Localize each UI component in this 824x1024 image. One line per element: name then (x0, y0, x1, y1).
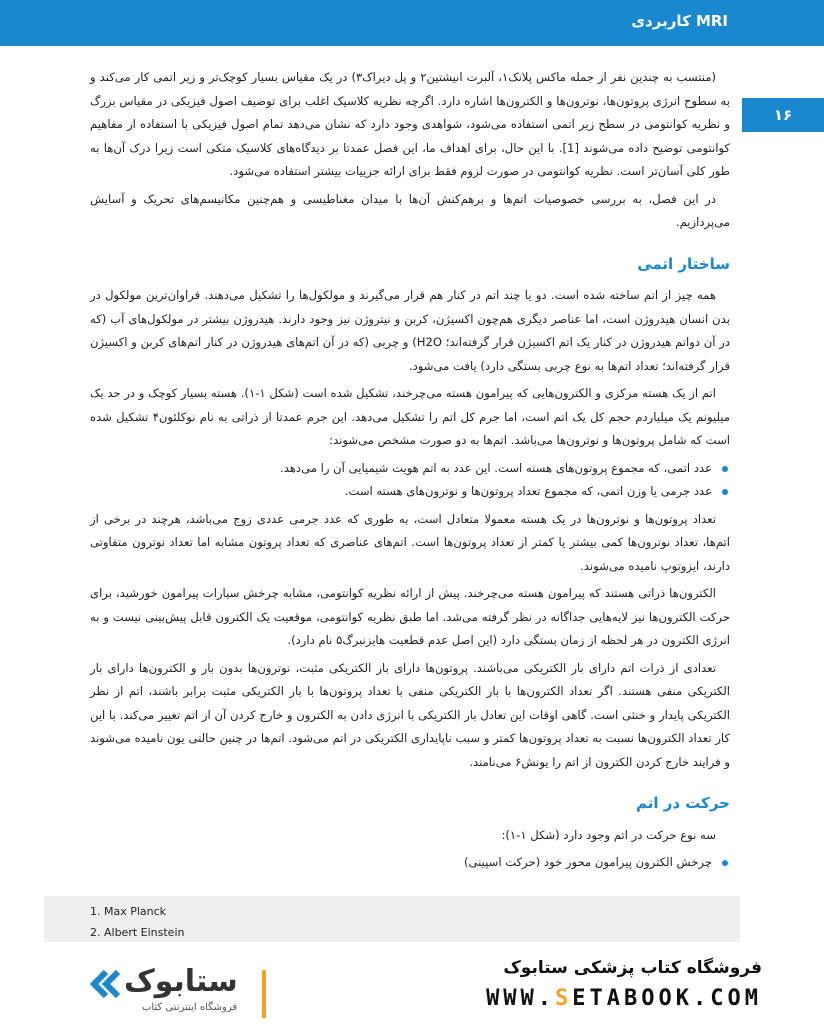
list-item (90, 851, 730, 875)
bullet-icon (722, 860, 728, 866)
footnote: 2. Albert Einstein (90, 926, 185, 939)
logo-divider (262, 970, 266, 1018)
paragraph: تعدادی از ذرات اتم دارای بار الکتریکی می‌باشند. پروتون‌ها دارای بار الکتریکی مثبت، نوترون‌ها بدون بار و الکترون‌ها دارای بار الکتریکی منفی هستند. اگر تعداد الکترون‌ها با بار الکتریکی منفی با تعداد پروتون‌ها با بار الکتریکی مثبت برابر باشند، اتم از نظر الکتریکی پایدار و خنثی است. گاهی اوقات این تعادل بار الکتریکی با انرژی دادن به الکترون و خارج کردن آن از اتم تغییر می‌کند. با این کار تعداد الکترون‌ها نسبت به تعداد پروتون‌ها کمتر و سبب ناپایداری الکتریکی در اتم می‌شود. اتم‌ها در چنین حالتی یون نامیده می‌شوند و فرایند خارج کردن الکترون از اتم را یونش۶ می‌نامند. (90, 660, 730, 769)
section-heading-motion-in-atom: حرکت در اتم (635, 794, 730, 812)
paragraph: اتم از یک هسته مرکزی و الکترون‌هایی که پیرامون هسته می‌چرخند، تشکیل شده است (شکل ۱-۱). هسته بسیار کوچک و در حد یک میلیونم یک میلیاردم حجم کل یک اتم است، اما جرم کل اتم را تشکیل می‌دهد. این جرم عمدتا از ذراتی به نام نوکلئون۴ تشکیل شده است که شامل پروتون‌ها و نوترون‌ها می‌باشد. اتم‌ها به دو صورت مشخص می‌شوند: (90, 386, 730, 447)
running-title: MRI کاربردی (631, 12, 728, 30)
body-text (90, 66, 730, 879)
paragraph: تعداد پروتون‌ها و نوترون‌ها در یک هسته معمولا متعادل است، به طوری که عدد جرمی عددی زوج می‌باشد، هرچند در برخی از اتم‌ها، تعداد نوترون‌ها کمی بیشتر یا کمتر از تعداد پروتون‌ها است. اتم‌های عناصری که تعداد پروتون مشابه اما تعداد نوترون متفاوتی دارند، ایزوتوپ نامیده می‌شوند. (90, 511, 730, 573)
paragraph: سه نوع حرکت در اتم وجود دارد (شکل ۱-۱): (501, 827, 716, 842)
url-accent: S (555, 986, 573, 1011)
list-item (90, 457, 730, 481)
list-item-text: عدد اتمی، که مجموع پروتون‌های هسته است. این عدد به اتم هویت شیمیایی آن را می‌دهد. (280, 460, 712, 475)
logo-subtitle: فروشگاه اینترنتی کتاب (142, 1002, 238, 1013)
store-url[interactable] (486, 986, 762, 1011)
list-item-text: چرخش الکترون پیرامون محور خود (حرکت اسپینی) (463, 855, 712, 869)
logo-word: ستابوک (124, 964, 238, 999)
page-number: ۱۶ (742, 98, 824, 132)
list-item (90, 480, 730, 504)
paragraph: الکترون‌ها ذراتی هستند که پیرامون هسته می‌چرخند. پیش از ارائه نظریه کوانتومی، مشابه چرخش سیارات پیرامون خورشید، برای حرکت الکترون‌ها نیز لایه‌هایی جداگانه در نظر گرفته می‌شد. اما طبق نظریه کوانتومی، موقعیت یک الکترون قابل پیش‌بینی نیست و به انرژی الکترون در هر لحظه از زمان بستگی دارد (این اصل عدم قطعیت هایزنبرگ۵ نام دارد). (90, 586, 730, 647)
footnotes (44, 896, 740, 942)
paragraph: در این فصل، به بررسی خصوصیات اتم‌ها و برهم‌کنش آن‌ها با میدان مغناطیسی و هم‌چنین مکانیسم‌های تحریک و آسایش می‌پردازیم. (90, 191, 730, 229)
bullet-list (90, 457, 730, 504)
chevron-left-icon (84, 964, 124, 1004)
section-heading-atomic-structure: ساختار اتمی (637, 254, 730, 273)
bullet-list (90, 851, 730, 875)
page-header (0, 0, 824, 46)
paragraph: همه چیز از اتم ساخته شده است. دو یا چند اتم در کنار هم قرار می‌گیرند و مولکول‌ها را تشکیل می‌دهند. فراوان‌ترین مولکول در بدن انسان هیدروژن است، اما عناصر دیگری هم‌چون اکسیژن، کربن و نیتروژن نیز وجود دارند. هیدروژن بیشتر در مولکول‌های آب (که در آن دواتم هیدروژن در کنار یک اتم اکسیژن قرار گرفته‌اند؛ H2O) و چربی (که در آن اتم‌های هیدروژن در کنار اتم‌های کربن و اکسیژن قرار گرفته‌اند؛ تعداد اتم‌ها به نوع چربی بستگی دارد) یافت می‌شود. (90, 288, 730, 373)
url-part: WWW. (486, 986, 556, 1011)
footnote: 1. Max Planck (90, 905, 167, 918)
paragraph: (منتسب به چندین نفر از جمله ماکس پلانک۱، آلبرت انیشتین۲ و پل دیراک۳) در یک مقیاس بسیار کوچک‌تر و زیر اتمی کار می‌کند و به سطوح انرژی پروتون‌ها، نوترون‌ها و الکترون‌ها اشاره دارد. اگرچه نظریه کلاسیک اغلب برای توصیف اصول فیزیکی در مقیاس بزرگ و نظریه کوانتومی در سطح زیر اتمی استفاده می‌شود، شواهدی وجود دارد که نشان می‌دهد تمام اصول فیزیکی با استفاده از مفاهیم کوانتومی توضیح داده می‌شوند [1]. با این حال، برای اهداف ما، این فصل عمدتا بر دیدگاه‌های کلاسیک متکی است زیرا درک آن‌ها به طور کلی آسان‌تر است. نظریه کوانتومی در صورت لزوم فقط برای ارائه جزییات بیشتر استفاده می‌شود. (90, 70, 731, 178)
bullet-icon (722, 466, 728, 472)
store-name: فروشگاه کتاب پزشکی ستابوک (503, 958, 762, 978)
store-logo (84, 964, 274, 1024)
bullet-icon (722, 489, 728, 495)
list-item-text: عدد جرمی یا وزن اتمی، که مجموع تعداد پروتون‌ها و نوترون‌های هسته است. (344, 484, 712, 498)
url-part: ETABOOK.COM (572, 986, 762, 1011)
